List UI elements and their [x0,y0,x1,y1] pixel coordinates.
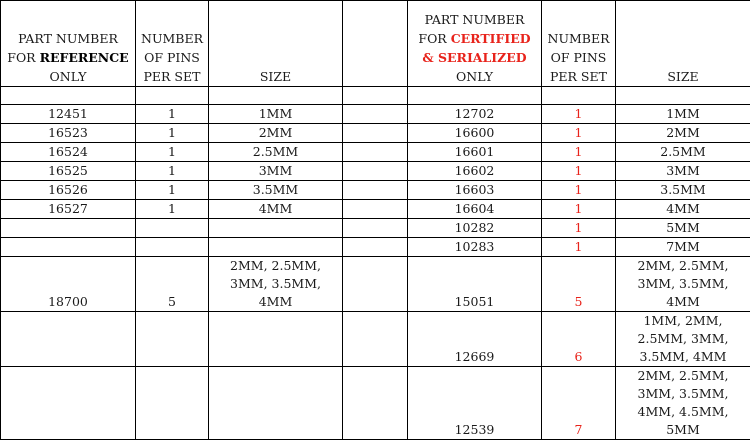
header-size: SIZE [209,1,343,87]
header-cert-pins: NUMBER OF PINS PER SET [542,1,616,87]
table-row [1,312,750,367]
cert-pins-cell: 1 [542,219,616,238]
spacer-cell [343,105,408,124]
pins-cell [136,238,209,257]
cert-part-cell: 16600 [408,124,542,143]
ref-part-cell [1,238,136,257]
pins-cell: 1 [136,124,209,143]
header-cert-part: PART NUMBER FOR CERTIFIED & SERIALIZED ONLY [408,1,542,87]
spacer-cell [343,257,408,312]
size-cell: 2MM [209,124,343,143]
ref-part-cell: 12451 [1,105,136,124]
spacer-cell [343,312,408,367]
cert-size-cell: 3.5MM [616,181,750,200]
cert-size-cell: 2MM, 2.5MM, 3MM, 3.5MM, 4MM [616,257,750,312]
header-spacer [343,1,408,87]
cert-part-cell: 12669 [408,312,542,367]
blank-row [1,87,750,105]
size-cell: 2MM, 2.5MM, 3MM, 3.5MM, 4MM [209,257,343,312]
header-row [1,1,750,87]
size-cell [209,238,343,257]
cert-size-cell: 4MM [616,200,750,219]
cert-pins-cell: 5 [542,257,616,312]
ref-part-cell: 18700 [1,257,136,312]
cert-size-cell: 2.5MM [616,143,750,162]
cert-part-cell: 12702 [408,105,542,124]
spacer-cell [343,219,408,238]
size-cell [209,312,343,367]
cert-pins-cell: 1 [542,238,616,257]
spacer-cell [343,124,408,143]
ref-part-cell: 16523 [1,124,136,143]
spacer-cell [343,181,408,200]
header-pins: NUMBER OF PINS PER SET [136,1,209,87]
pins-cell: 1 [136,181,209,200]
cert-part-cell: 16601 [408,143,542,162]
cert-part-cell: 10283 [408,238,542,257]
spacer-cell [343,200,408,219]
ref-part-cell: 16527 [1,200,136,219]
cert-size-cell: 5MM [616,219,750,238]
cert-part-cell: 16604 [408,200,542,219]
cert-pins-cell: 1 [542,181,616,200]
size-cell: 1MM [209,105,343,124]
cert-size-cell: 7MM [616,238,750,257]
cert-size-cell: 3MM [616,162,750,181]
ref-part-cell: 16526 [1,181,136,200]
table-row [1,257,750,312]
cert-size-cell: 2MM, 2.5MM, 3MM, 3.5MM, 4MM, 4.5MM, 5MM [616,367,750,440]
spacer-cell [343,367,408,440]
header-ref-part: PART NUMBER FOR REFERENCE ONLY [1,1,136,87]
cert-pins-cell: 6 [542,312,616,367]
ref-part-cell [1,367,136,440]
table-row [1,219,750,238]
table-row [1,124,750,143]
size-cell [209,219,343,238]
ref-part-cell: 16524 [1,143,136,162]
cert-size-cell: 1MM, 2MM, 2.5MM, 3MM, 3.5MM, 4MM [616,312,750,367]
cert-pins-cell: 1 [542,162,616,181]
pins-cell [136,367,209,440]
pins-cell [136,219,209,238]
pins-cell: 5 [136,257,209,312]
pins-cell: 1 [136,105,209,124]
cert-size-cell: 1MM [616,105,750,124]
table-row [1,143,750,162]
pins-cell: 1 [136,200,209,219]
spacer-cell [343,238,408,257]
size-cell [209,367,343,440]
table-row [1,162,750,181]
cert-pins-cell: 1 [542,105,616,124]
size-cell: 2.5MM [209,143,343,162]
pins-cell: 1 [136,162,209,181]
table-row [1,105,750,124]
cert-pins-cell: 7 [542,367,616,440]
cert-pins-cell: 1 [542,143,616,162]
spacer-cell [343,143,408,162]
cert-part-cell: 16602 [408,162,542,181]
table-row [1,238,750,257]
table-row [1,200,750,219]
cert-size-cell: 2MM [616,124,750,143]
cert-part-cell: 10282 [408,219,542,238]
table-row [1,181,750,200]
size-cell: 3.5MM [209,181,343,200]
cert-part-cell: 12539 [408,367,542,440]
ref-part-cell: 16525 [1,162,136,181]
ref-part-cell [1,312,136,367]
cert-part-cell: 15051 [408,257,542,312]
size-cell: 3MM [209,162,343,181]
spacer-cell [343,162,408,181]
size-cell: 4MM [209,200,343,219]
cert-pins-cell: 1 [542,200,616,219]
cert-part-cell: 16603 [408,181,542,200]
cert-pins-cell: 1 [542,124,616,143]
pins-cell: 1 [136,143,209,162]
pins-cell [136,312,209,367]
ref-part-cell [1,219,136,238]
table-row [1,367,750,440]
header-cert-size: SIZE [616,1,750,87]
